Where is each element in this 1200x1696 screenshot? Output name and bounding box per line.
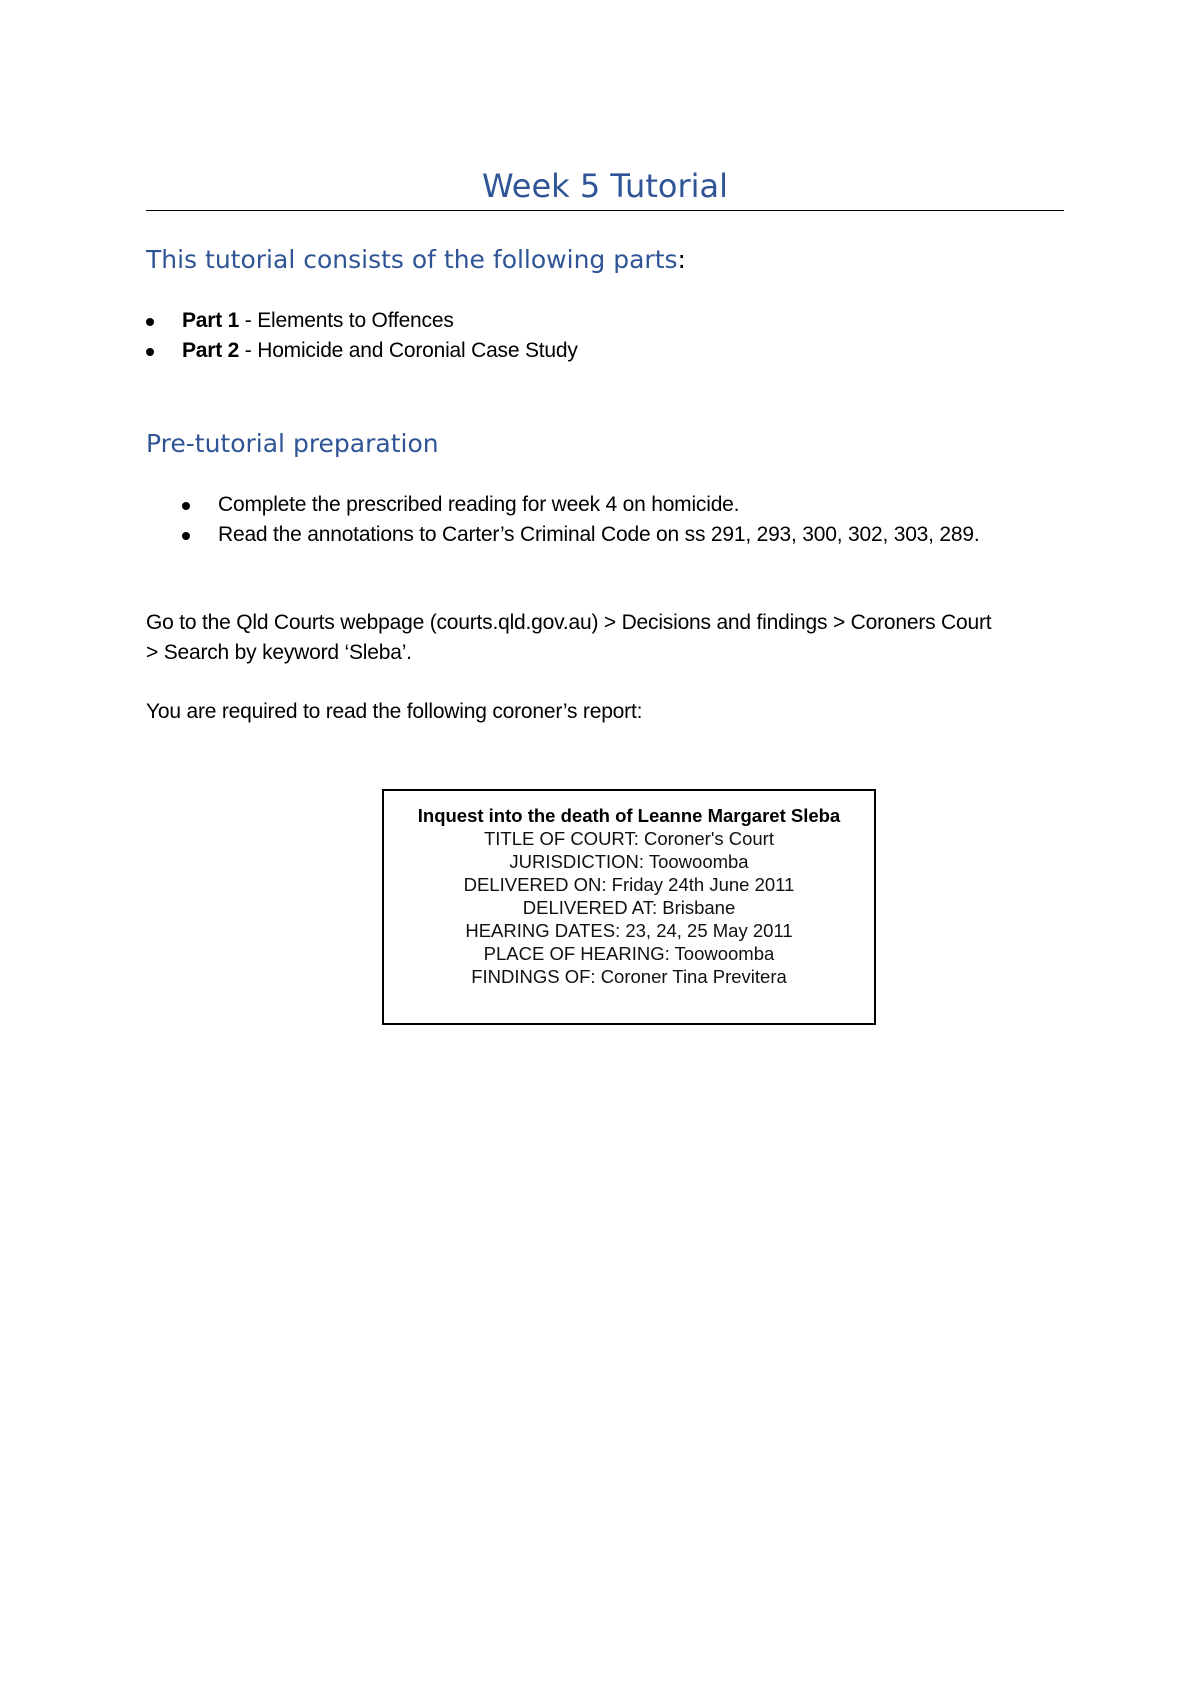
list-item xyxy=(182,336,578,366)
bullet-icon xyxy=(182,532,190,540)
document-title: Week 5 Tutorial xyxy=(481,167,728,205)
list-item xyxy=(218,520,980,550)
required-reading-text: You are required to read the following coroner’s report: xyxy=(146,700,643,723)
prep-heading: Pre-tutorial preparation xyxy=(146,429,439,458)
report-line: JURISDICTION: Toowoomba xyxy=(509,851,749,872)
report-line: DELIVERED AT: Brisbane xyxy=(522,897,736,918)
report-line: PLACE OF HEARING: Toowoomba xyxy=(483,943,775,964)
bullet-icon xyxy=(146,348,154,356)
prep-item-text: Complete the prescribed reading for week 4 on homicide. xyxy=(218,493,740,516)
parts-list xyxy=(182,306,578,366)
part-text: - Homicide and Coronial Case Study xyxy=(239,339,578,362)
parts-heading-colon: : xyxy=(677,245,686,274)
prep-list xyxy=(218,490,980,550)
report-title: Inquest into the death of Leanne Margaret Sleba xyxy=(417,805,841,826)
report-line: HEARING DATES: 23, 24, 25 May 2011 xyxy=(465,920,793,941)
instructions-paragraph xyxy=(146,608,1064,668)
bullet-icon xyxy=(182,502,190,510)
report-line: TITLE OF COURT: Coroner's Court xyxy=(483,828,774,849)
report-line: DELIVERED ON: Friday 24th June 2011 xyxy=(463,874,795,895)
instructions-line: Go to the Qld Courts webpage (courts.qld.gov.au) > Decisions and findings > Coroners Court xyxy=(146,611,992,634)
title-underline xyxy=(146,210,1064,211)
instructions-line: > Search by keyword ‘Sleba’. xyxy=(146,641,412,664)
report-info-box xyxy=(382,789,876,1025)
list-item xyxy=(218,490,980,520)
part-label: Part 2 xyxy=(182,339,240,362)
prep-item-text: Read the annotations to Carter’s Criminal Code on ss 291, 293, 300, 302, 303, 289. xyxy=(218,523,980,546)
parts-heading xyxy=(146,244,686,276)
bullet-icon xyxy=(146,318,154,326)
report-line: FINDINGS OF: Coroner Tina Previtera xyxy=(471,966,787,987)
parts-heading-text: This tutorial consists of the following parts xyxy=(146,245,678,274)
part-text: - Elements to Offences xyxy=(239,309,454,332)
part-label: Part 1 xyxy=(182,309,240,332)
list-item xyxy=(182,306,578,336)
